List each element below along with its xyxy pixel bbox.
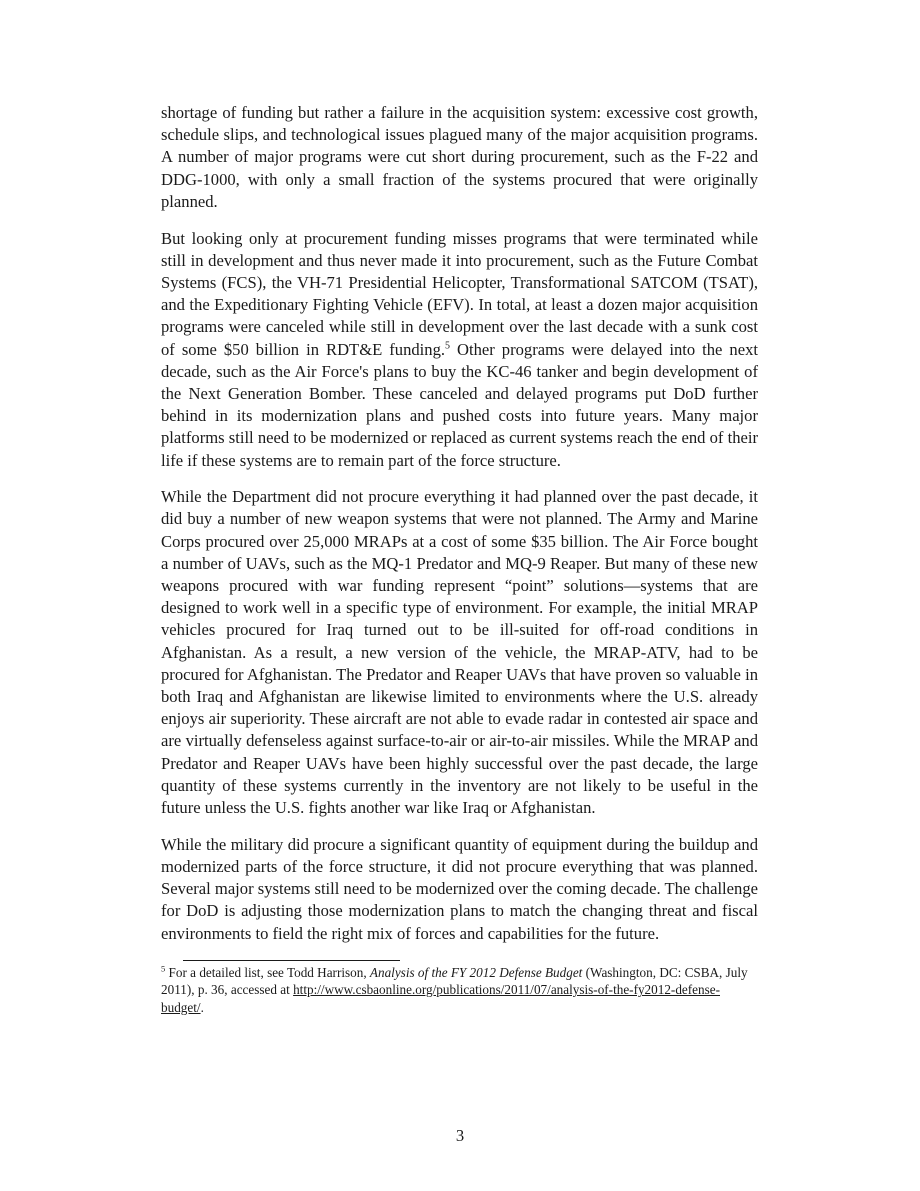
body-paragraph-4: While the military did procure a significant quantity of equipment during the buildup and modernized parts of the force structure, it did not procure everything that was planned. Several major systems still need to be modernized over the coming decade. The challenge for DoD is adjusting those modernization plans to match the changing threat and fiscal environments to field the right mix of forces and capabilities for the future. [161, 834, 758, 943]
body-paragraph-1: shortage of funding but rather a failure in the acquisition system: excessive cost growth, schedule slips, and technological issues plagued many of the major acquisition programs. A number of major programs were cut short during procurement, such as the F-22 and DDG-1000, with only a small fraction of the systems procured that were originally planned. [161, 103, 758, 211]
footnote-link[interactable]: http://www.csbaonline.org/publications/2011/07/analysis-of-the-fy2012-defense-budget/ [161, 982, 720, 1015]
footnote-marker: 5 [161, 963, 166, 974]
footnote-separator [183, 960, 400, 961]
footnote-text-before: For a detailed list, see Todd Harrison, [165, 964, 370, 980]
body-paragraph-2-part-2: Other programs were delayed into the next decade, such as the Air Force's plans to buy the KC-46 tanker and begin development of the Next Generation Bomber. These canceled and delayed programs put DoD further behind in its modernization plans and pushed costs into future years. Many major platforms still need to be modernized or replaced as current systems reach the end of their life if these systems are to remain part of the force structure. [161, 339, 758, 470]
footnote-reference-5[interactable]: 5 [445, 340, 451, 351]
footnote-cited-title: Analysis of the FY 2012 Defense Budget [369, 964, 583, 980]
footnote-5 [161, 964, 758, 1017]
body-paragraph-3: While the Department did not procure everything it had planned over the past decade, it did buy a number of new weapon systems that were not planned. The Army and Marine Corps procured over 25,000 MRAPs at a cost of some $35 billion. The Air Force bought a number of UAVs, such as the MQ-1 Predator and MQ-9 Reaper. But many of these new weapons procured with war funding represent “point” solutions—systems that are designed to work well in a specific type of environment. For example, the initial MRAP vehicles procured for Iraq turned out to be ill-suited for off-road conditions in Afghanistan. As a result, a new version of the vehicle, the MRAP-ATV, had to be procured for Afghanistan. The Predator and Reaper UAVs that have proven so valuable in both Iraq and Afghanistan are likewise limited to environments where the U.S. already enjoys air superiority. These aircraft are not able to evade radar in contested air space and are virtually defenseless against surface-to-air or air-to-air missiles. While the MRAP and Predator and Reaper UAVs have been highly successful over the past decade, the large quantity of these systems currently in the inventory are not likely to be useful in the future unless the U.S. fights another war like Iraq or Afghanistan. [161, 487, 758, 818]
page-number: 3 [455, 1126, 465, 1145]
document-page [161, 102, 758, 1016]
body-paragraph-2-part-1: But looking only at procurement funding misses programs that were terminated while still in development and thus never made it into procurement, such as the Future Combat Systems (FCS), the VH-71 Presidential Helicopter, Transformational SATCOM (TSAT), and the Expeditionary Fighting Vehicle (EFV). In total, at least a dozen major acquisition programs were canceled while still in development over the last decade with a sunk cost of some $50 billion in RDT&E funding. [161, 228, 758, 359]
footnote-text-after: (Washington, DC: CSBA, July 2011), p. 36, accessed at [161, 964, 748, 998]
body-paragraph-2 [161, 228, 758, 472]
footnote-end: . [200, 999, 204, 1015]
